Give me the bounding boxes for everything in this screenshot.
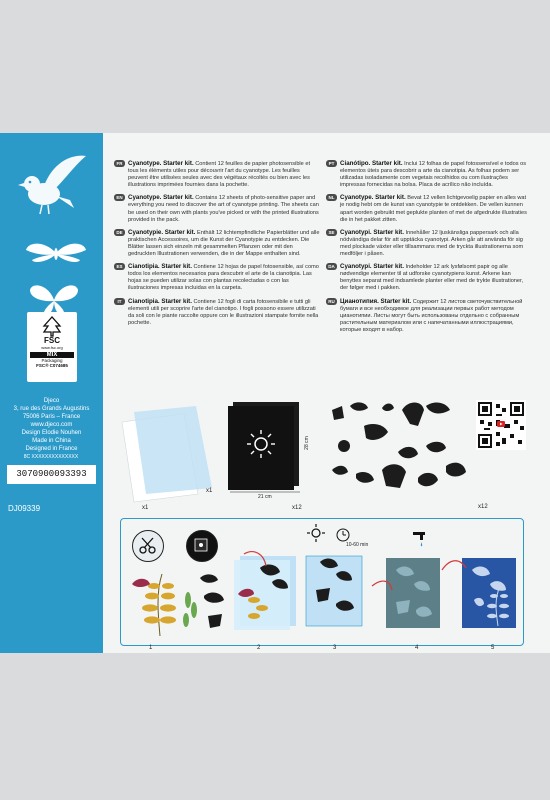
description-column-left: [114, 160, 320, 332]
lang-badge: FR: [114, 160, 125, 167]
entry-en: [114, 194, 320, 223]
step-number: 3: [333, 645, 337, 651]
entry-text: Contains 12 sheets of photo-sensitive paper and everything you need to discover the art of cyanotype printing. The sheets can be used on their own with plants you've picked or with the printed illustrations provided in the pack.: [128, 195, 319, 223]
entry-title: Cyanotypi. Starter kit.: [340, 263, 404, 271]
bird-illustration: [14, 150, 92, 222]
entry-title: Цианотипия. Starter kit.: [340, 297, 412, 305]
entry-title: Cyanotypi. Starter kit.: [340, 228, 404, 236]
paper-height: 28 cm: [303, 436, 310, 450]
product-code: DJ09339: [8, 504, 41, 513]
company-line: www.djeco.com: [30, 422, 73, 428]
company-line: Design Elodie Nouhen: [21, 430, 82, 436]
moth-illustration: [24, 240, 88, 266]
lang-badge: RU: [326, 298, 337, 305]
company-line: Designed in France: [25, 446, 78, 452]
sheet-count: x1: [142, 505, 149, 511]
entry-title: Cianotipia. Starter kit.: [128, 263, 192, 271]
step-number: 5: [491, 645, 495, 651]
step-number: 1: [149, 645, 153, 651]
lang-badge: DA: [326, 263, 337, 270]
lang-badge: ES: [114, 263, 125, 270]
entry-text: Contiene 12 fogli di carta fotosensibile e tutti gli elementi utili per scoprire l'arte del cianotipo. I fogli possono essere utilizzati da soli con le piante raccolte oppure con le illustrazioni stampate fornite nella pochette.: [128, 298, 319, 326]
company-line: Djeco: [43, 398, 60, 404]
entry-text: Enthält 12 lichtempfindliche Papierblätter und alle praktischen Accessoires, um die Kunst der Cyanotypie zu entdecken. Die Blätter lassen sich einzeln mit gesammelten Pflanzen oder mit den gedruckten Illustrationen verwenden, die in der Mappe enthalten sind.: [128, 229, 320, 258]
entry-it: [114, 298, 320, 327]
fsc-tree-icon: [41, 315, 63, 337]
entry-title: Cyanotype. Starter kit.: [340, 194, 406, 202]
entry-title: Cyanotype. Starter kit.: [128, 194, 194, 202]
company-line: 3, rue des Grands Augustins: [13, 406, 90, 412]
entry-es: [114, 263, 320, 292]
step-number: 2: [257, 645, 261, 651]
lang-badge: IT: [114, 298, 125, 305]
entry-text: Innehåller 12 ljuskänsliga pappersark och alla nödvändiga delar för att upptäcka cyanotypi. Arken går att använda för sig med plockade växter eller tillsammans med de tryckta illustrationerna som medföljer i påsen.: [340, 229, 524, 258]
step-arrows: [120, 518, 522, 644]
qr-code[interactable]: [476, 400, 526, 450]
company-line: 75006 Paris – France: [22, 414, 81, 420]
entry-ru: [326, 298, 531, 334]
photosensitive-paper-illustration: [225, 400, 303, 490]
company-info: [0, 397, 103, 453]
lang-badge: DE: [114, 229, 125, 236]
entry-text: Bevat 12 vellen lichtgevoelig papier en alles wat je nodig hebt om de kunst van cyanotypie te ontdekken. De vellen kunnen apart worden gebruikt met geplukte planten of met de afgedrukte illustraties die in het pakket zitten.: [340, 195, 527, 223]
lang-badge: EN: [114, 194, 125, 201]
lang-badge: SE: [326, 229, 337, 236]
entry-pt: [326, 160, 531, 189]
entry-text: Inclui 12 folhas de papel fotossensível e todos os elementos úteis para descobrir a arte da cianotipia. As folhas podem ser utilizadas isoladamente com vegetais recolhidos ou com ilustrações impressas fornecidas na bolsa. Placa de acrílico não incluída.: [340, 161, 527, 189]
description-column-right: [326, 160, 531, 339]
acrylic-count: x1: [206, 488, 213, 494]
entry-text: Contiene 12 hojas de papel fotosensible, así como todos los elementos necesarios para descubrir el arte de la cianotipia. Las hojas se pueden utilizar solas con plantas recolectadas o con las ilustraciones impresas incluidas en la carpeta.: [128, 264, 319, 292]
illustrations-count: x12: [478, 504, 488, 510]
entry-title: Cyanotypie. Starter kit.: [128, 228, 196, 236]
printed-illustrations: [322, 400, 472, 512]
fsc-mix: MIX: [30, 352, 74, 358]
fsc-logo: [27, 312, 77, 382]
barcode: 3070900093393: [7, 465, 96, 484]
exposure-time: 10-60 min: [346, 542, 369, 548]
entry-title: Cianótipo. Starter kit.: [340, 160, 403, 167]
fsc-code: FSC® C074685: [36, 363, 68, 368]
entry-nl: [326, 194, 531, 223]
entry-de: [114, 229, 320, 258]
reference-line: 8C XXXXXXXXXXXXXX: [23, 454, 79, 460]
step-number: 4: [415, 645, 419, 651]
lang-badge: PT: [326, 160, 337, 167]
entry-text: Contient 12 feuilles de papier photosensible et tous les éléments utiles pour découvrir l'art du cyanotype. Les feuilles peuvent être utilisées seules avec des végétaux récoltés ou bien avec les illustrations imprimées fournies dans la pochette.: [128, 161, 311, 189]
width-arrow: [230, 490, 300, 494]
entry-title: Cianotipia. Starter kit.: [128, 297, 192, 305]
paper-count: x12: [292, 505, 302, 511]
entry-fr: [114, 160, 320, 189]
paper-width: 21 cm: [258, 494, 272, 500]
fsc-packaging: Packaging: [41, 358, 63, 363]
entry-da: [326, 263, 531, 292]
company-line: Made in China: [32, 438, 71, 444]
entry-title: Cyanotype. Starter kit.: [128, 160, 194, 167]
entry-text: Indeholder 12 ark lysfølsomt papir og alle nødvendige elementer til at udforske cyanotypiens kunst. Arkene kan benyttes separat med indsamlede planter eller med de trykte illustrationer, der følger med i pakken.: [340, 264, 524, 292]
lang-badge: NL: [326, 194, 337, 201]
entry-text: Содержит 12 листов светочувствительной бумаги и все необходимое для реализации первых работ методом цианотипии. Листы могут быть использованы отдельно с собранным растительным материалом или с напечатанными иллюстрациями, которые входят в набор.: [340, 298, 523, 333]
fsc-site: www.fsc.org: [41, 345, 63, 350]
fsc-label: FSC: [44, 336, 60, 345]
entry-se: [326, 229, 531, 258]
